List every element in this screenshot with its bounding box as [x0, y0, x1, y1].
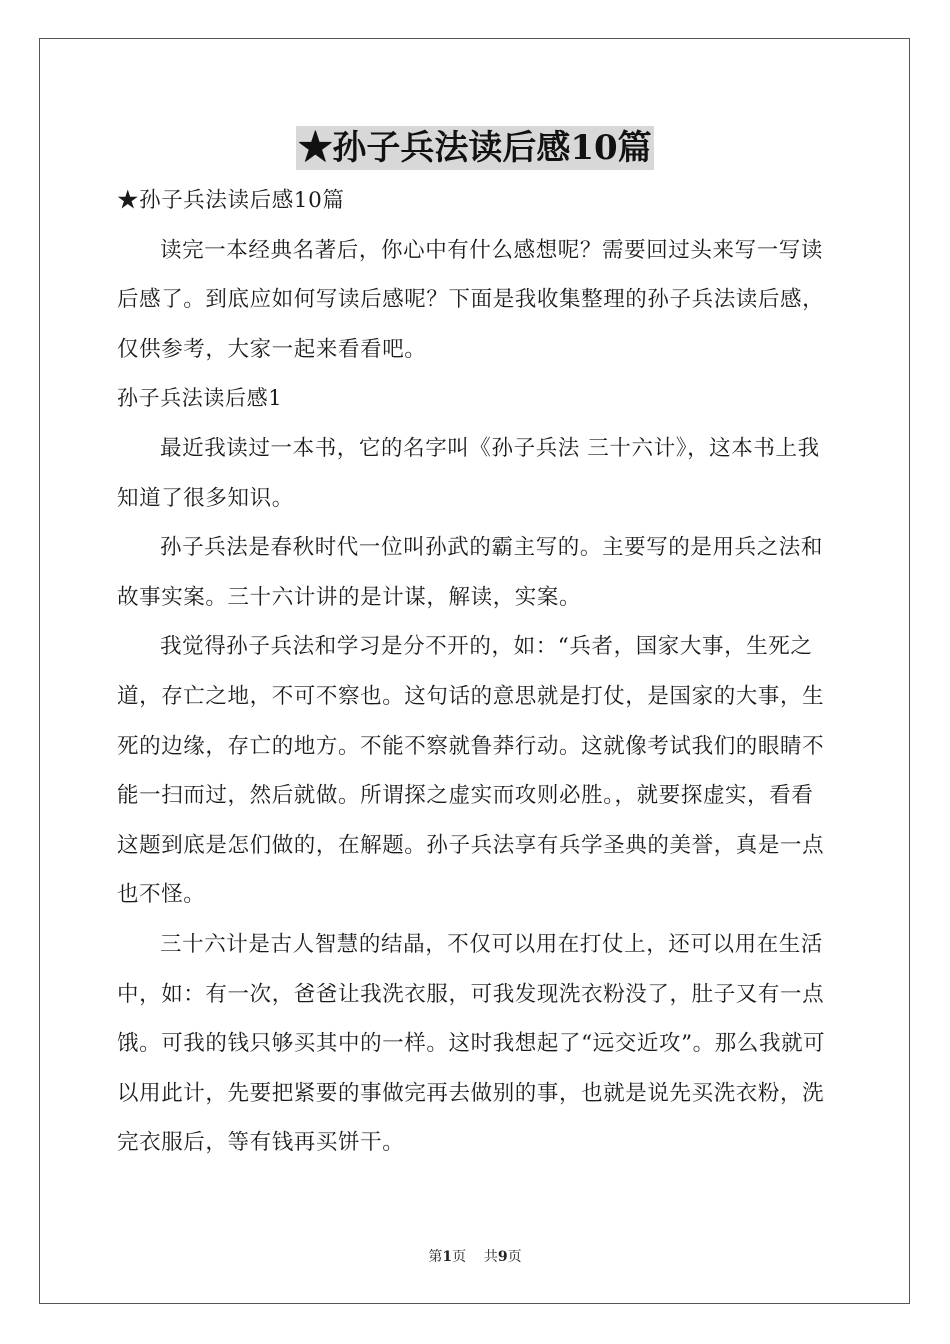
title-area: [0, 126, 950, 170]
body-paragraph: 最近我读过一本书，它的名字叫《孙子兵法 三十六计》，这本书上我知道了很多知识。: [117, 435, 820, 511]
page-total-number: 9: [497, 1249, 508, 1265]
page-footer: [0, 1246, 950, 1266]
body-paragraph: 孙子兵法是春秋时代一位叫孙武的霸主写的。主要写的是用兵之法和故事实案。三十六计讲的是计谋，解读，实案。: [117, 535, 824, 610]
total-suffix: 页: [507, 1249, 522, 1265]
body-paragraph: 我觉得孙子兵法和学习是分不开的，如：“兵者，国家大事，生死之道，存亡之地，不可不察也。这句话的意思就是打仗，是国家的大事，生死的边缘，存亡的地方。不能不察就鲁莽行动。这就像考试我们的眼睛不能一扫而过，然后就做。所谓探之虚实而攻则必胜。，就要探虚实，看看这题到底是怎们做的，在解题。孙子兵法享有兵学圣典的美誉，真是一点也不怪。: [117, 634, 825, 908]
body-paragraph: 三十六计是古人智慧的结晶，不仅可以用在打仗上，还可以用在生活中，如：有一次，爸爸让我洗衣服，可我发现洗衣粉没了，肚子又有一点饿。可我的钱只够买其中的一样。这时我想起了“远交近攻”。那么我就可以用此计，先要把紧要的事做完再去做别的事，也就是说先买洗衣粉，洗完衣服后，等有钱再买饼干。: [117, 931, 826, 1156]
document-subtitle: ★孙子兵法读后感10篇: [117, 188, 345, 213]
section-heading: 孙子兵法读后感1: [117, 386, 283, 411]
page-suffix: 页: [452, 1249, 467, 1265]
total-prefix: 共: [483, 1249, 498, 1265]
intro-paragraph: 读完一本经典名著后，你心中有什么感想呢？需要回过头来写一写读后感了。到底应如何写读后感呢？下面是我收集整理的孙子兵法读后感，仅供参考，大家一起来看看吧。: [117, 237, 825, 362]
page-prefix: 第: [428, 1249, 443, 1265]
document-title: ★孙子兵法读后感10篇: [298, 128, 652, 168]
document-body: [117, 176, 833, 1168]
page-current-number: 1: [442, 1249, 453, 1265]
